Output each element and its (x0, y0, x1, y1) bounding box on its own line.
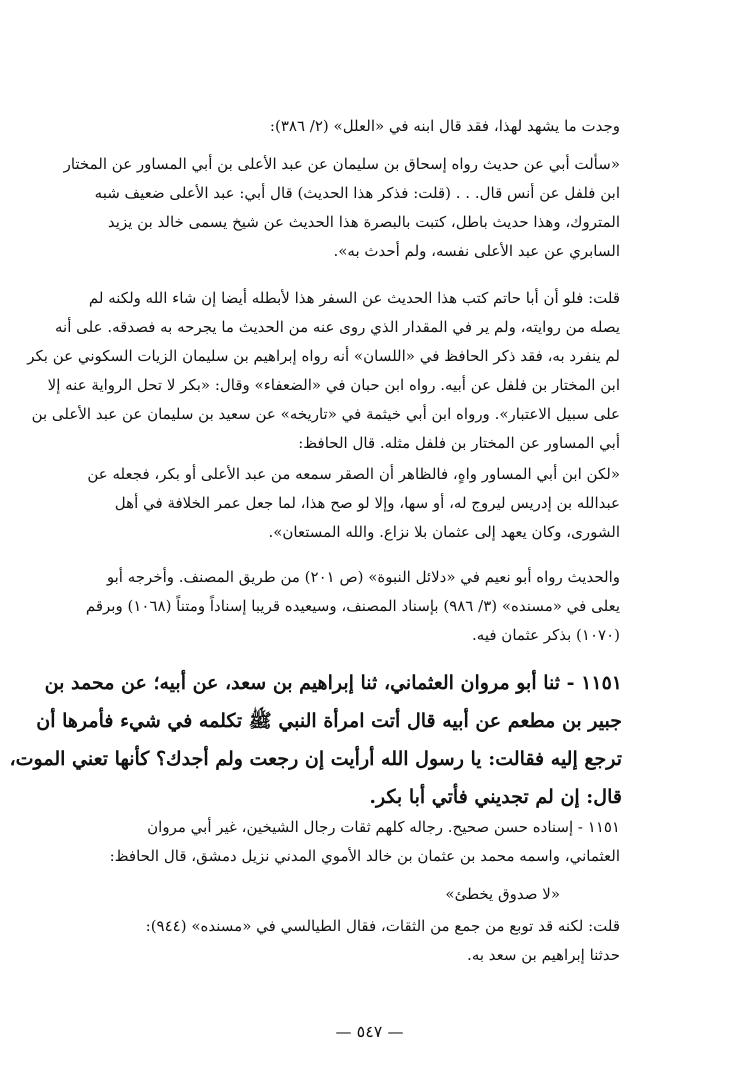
text-line: ترجع إليه فقالت: يا رسول الله أرأيت إن رجعت ولم أجدك؟ كأنها تعني الموت، (9, 748, 622, 770)
hafiz-quote-paragraph (87, 460, 620, 547)
text-line: المتروك، وهذا حديث باطل، كتبت بالبصرة هذا الحديث عن شيخ يسمى خالد بن يزيد (107, 213, 620, 231)
text-line: وجدت ما يشهد لهذا، فقد قال ابنه في «العلل» (٢/ ٣٨٦): (269, 117, 620, 135)
text-line: ابن فلفل عن أنس قال. . . (قلت: فذكر هذا الحديث) قال أبي: عبد الأعلى ضعيف شبه (94, 184, 620, 202)
text-line: «سألت أبي عن حديث رواه إسحاق بن سليمان عن عبد الأعلى بن أبي المساور عن المختار (63, 155, 620, 173)
text-line: (١٠٧٠) بذكر عثمان فيه. (472, 626, 620, 644)
text-line: «لكن ابن أبي المساور واهٍ، فالظاهر أن الصقر سمعه من عبد الأعلى أو بكر، فجعله عن (87, 465, 620, 483)
text-line: قلت: لكنه قد توبع من جمع من الثقات، فقال الطيالسي في «مسنده» (٩٤٤): (145, 917, 620, 935)
hafiz-verdict-quote (100, 880, 560, 909)
text-line: أبي المساور عن المختار بن فلفل مثله. قال الحافظ: (298, 434, 620, 452)
text-line: ١١٥١ - ثنا أبو مروان العثماني، ثنا إبراهيم بن سعد، عن أبيه؛ عن محمد بن (44, 672, 622, 694)
hadith-1151-commentary (100, 813, 620, 871)
tayalisi-note-paragraph (100, 912, 620, 970)
text-line: العثماني، واسمه محمد بن عثمان بن خالد الأموي المدني نزيل دمشق، قال الحافظ: (109, 847, 620, 865)
page-number: — ٥٤٧ — (335, 1022, 404, 1041)
ilal-quote-paragraph (63, 150, 620, 266)
text-line: ابن المختار بن فلفل عن أبيه. رواه ابن حبان في «الضعفاء» وقال: «بكر لا تحل الرواية عنه إلا (47, 376, 620, 394)
text-line: والحديث رواه أبو نعيم في «دلائل النبوة» (ص ٢٠١) من طريق المصنف. وأخرجه أبو (106, 568, 620, 586)
text-line: جبير بن مطعم عن أبيه قال أتت امرأة النبي ﷺ تكلمه في شيء فأمرها أن (36, 710, 622, 732)
text-line: الشورى، وكان يعهد إلى عثمان بلا نزاع. والله المستعان». (268, 523, 620, 541)
text-line: «لا صدوق يخطئ» (445, 885, 560, 903)
takhrij-paragraph (85, 563, 620, 650)
text-line: على سبيل الاعتبار». ورواه ابن أبي خيثمة في «تاريخه» عن سعيد بن سليمان عن عبد الأعلى بن (31, 405, 620, 423)
intro-paragraph (100, 112, 620, 141)
author-comment-paragraph (27, 284, 620, 458)
text-line: حدثنا إبراهيم بن سعد به. (467, 946, 620, 964)
text-line: السابري عن عبد الأعلى نفسه، ولم أحدث به». (333, 242, 620, 260)
text-line: قال: إن لم تجديني فأتي أبا بكر. (369, 786, 622, 808)
text-line: يعلى في «مسنده» (٣/ ٩٨٦) بإسناد المصنف، وسيعيده قريبا إسناداً ومتناً (١٠٦٨) وبرقم (85, 597, 620, 615)
hadith-1151-text (9, 664, 622, 816)
text-line: يصله من روايته، ولم ير في المقدار الذي روى عنه من الحديث ما يجرحه به فصدقه. على أنه (55, 318, 620, 336)
text-line: عبدالله بن إدريس ليروج له، أو سها، وإلا لو صح هذا، لما جعل عمر الخلافة في أهل (114, 494, 620, 512)
text-line: ١١٥١ - إسناده حسن صحيح. رجاله كلهم ثقات رجال الشيخين، غير أبي مروان (147, 818, 620, 836)
text-line: قلت: فلو أن أبا حاتم كتب هذا الحديث عن السفر هذا لأبطله أيضا إن شاء الله ولكنه لم (88, 289, 620, 307)
text-line: لم ينفرد به، فقد ذكر الحافظ في «اللسان» أنه رواه إبراهيم بن سليمان الزيات السكوني عن بكر (27, 347, 620, 365)
